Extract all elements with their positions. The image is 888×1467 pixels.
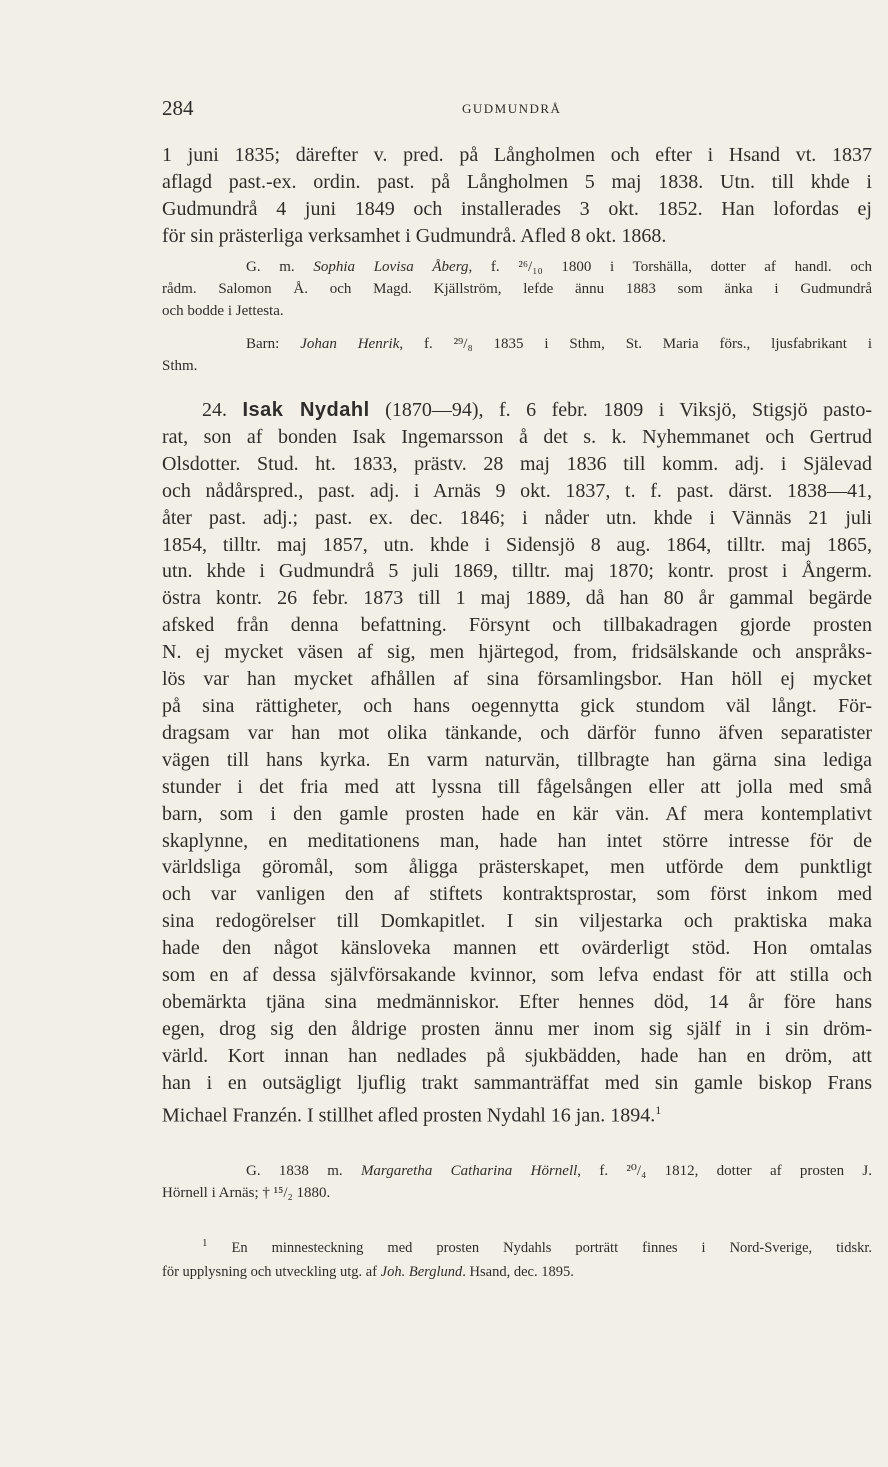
text-line <box>162 1231 872 1260</box>
text-line: rådm. Salomon Å. och Magd. Kjällström, lefde ännu 1883 som änka i Gudmundrå <box>162 281 872 297</box>
page-header <box>162 96 874 126</box>
text-line: skaplynne, en meditationens man, hade han intet större intresse för de <box>162 829 872 852</box>
text-line: rat, son af bonden Isak Ingemarsson å det s. k. Nyhemmanet och Gertrud <box>162 425 872 448</box>
text-segment: , f. ²⁹/₈ 1835 i Sthm, St. Maria förs., ljusfabrikant i <box>399 336 872 352</box>
text-line <box>162 1160 872 1182</box>
text-line: och var vanligen den af stiftets kontraktsprostar, som först inkom med <box>162 883 872 906</box>
text-line: östra kontr. 26 febr. 1873 till 1 maj 1889, då han 80 år gammal begärde <box>162 587 872 610</box>
text-segment: , f. ²⁶/₁₀ 1800 i Torshälla, dotter af handl. och <box>468 259 872 275</box>
text-line: för sin prästerliga verksamhet i Gudmundrå. Afled 8 okt. 1868. <box>162 224 667 247</box>
footnote <box>162 1231 872 1284</box>
spouse-name: Sophia Lovisa Åberg <box>313 259 469 275</box>
text-line: Sthm. <box>162 358 198 374</box>
text-line: 1 juni 1835; därefter v. pred. på Långholmen och efter i Hsand vt. 1837 <box>162 144 872 166</box>
text-line: som en af dessa självförsakande kvinnor, som lefva endast för att stilla och <box>162 964 872 987</box>
text-line: afsked från denna befattning. Försynt och tillbakadragen gjorde prosten <box>162 614 872 637</box>
text-segment: G. m. <box>246 259 314 275</box>
marriage-note-2 <box>162 1160 872 1204</box>
text-line <box>162 1260 872 1284</box>
text-line: han i en outsägligt ljuflig trakt sammanträffat med sin gamle biskop Frans <box>162 1071 872 1094</box>
child-name: Johan Henrik <box>300 336 400 352</box>
text-line: världsliga göromål, som åligga prästerskapet, men utförde dem punktligt <box>162 856 872 879</box>
text-segment: Barn: <box>246 336 301 352</box>
text-line <box>162 1097 872 1130</box>
text-line: stunder i det fria med att lyssna till fågelsången eller att jolla med små <box>162 775 872 798</box>
text-line: barn, som i den gamle prosten hade en kär vän. Af mera kontemplativt <box>162 802 872 825</box>
text-line: sina redogörelser till Domkapitlet. I sin viljestarka och praktiska maka <box>162 910 872 933</box>
text-line: på sina rättigheter, och hans oegennytta gick stundom väl långt. För- <box>162 694 872 717</box>
text-line: värld. Kort innan han nedlades på sjukbädden, hade han en dröm, att <box>162 1044 872 1067</box>
text-line: obemärkta tjäna sina medmänniskor. Efter hennes död, 14 år före hans <box>162 990 872 1013</box>
text-segment: Michael Franzén. I stillhet afled prosten Nydahl 16 jan. 1894. <box>162 1104 656 1127</box>
text-line: vägen till hans kyrka. En varm naturvän, tillbragte han gärna sina lediga <box>162 748 872 771</box>
footnote-mark: 1 <box>202 1237 208 1249</box>
text-line: Hörnell i Arnäs; † ¹⁵/₂ 1880. <box>162 1185 331 1201</box>
continuation-paragraph <box>162 142 872 250</box>
text-line: och nådårspred., past. adj. i Arnäs 9 okt. 1837, t. f. past. därst. 1838—41, <box>162 479 872 502</box>
text-line: egen, drog sig den åldrige prosten ännu mer inom sig själf in i sin dröm- <box>162 1017 872 1040</box>
text-line <box>162 333 872 355</box>
spouse-name: Margaretha Catharina Hörnell <box>360 1163 578 1179</box>
footnote-ref[interactable]: 1 <box>655 1102 662 1117</box>
text-segment: , f. ²⁰/₄ 1812, dotter af prosten J. <box>577 1163 872 1179</box>
text-line: 1854, tilltr. maj 1857, utn. khde i Sidensjö 8 aug. 1864, tilltr. maj 1865, <box>162 533 872 556</box>
marriage-note <box>162 256 872 322</box>
text-segment: . Hsand, dec. 1895. <box>462 1263 574 1280</box>
text-line: Gudmundrå 4 juni 1849 och installerades 3 okt. 1852. Han lofordas ej <box>162 197 872 220</box>
entry-first-line <box>162 397 872 424</box>
text-line: Olsdotter. Stud. ht. 1833, prästv. 28 maj 1836 till komm. adj. i Själevad <box>162 452 872 475</box>
text-line: dragsam var han mot olika tänkande, och därför funno äfven separatister <box>162 721 872 744</box>
text-line: åter past. adj.; past. ex. dec. 1846; i nåder utn. khde i Vännäs 21 juli <box>162 506 872 529</box>
author-name: Joh. Berglund <box>380 1263 463 1280</box>
text-segment: G. 1838 m. <box>246 1163 361 1179</box>
text-line <box>162 256 872 278</box>
text-line: lös var han mycket afhållen af sina församlingsbor. Han höll ej mycket <box>162 668 872 691</box>
text-segment: (1870—94), f. 6 febr. 1809 i Viksjö, Stigsjö pasto- <box>385 399 872 421</box>
text-line: hade den något känsloveka mannen ett ovärderligt stöd. Hon omtalas <box>162 937 872 960</box>
page-number: 284 <box>162 96 194 120</box>
text-segment: för upplysning och utveckling utg. af <box>162 1263 381 1280</box>
text-line: och bodde i Jettesta. <box>162 303 284 319</box>
text-segment: En minnesteckning med prosten Nydahls porträtt finnes i Nord-Sverige, tidskr. <box>207 1239 872 1256</box>
entry-24 <box>162 397 872 1129</box>
running-head: GUDMUNDRÅ <box>462 101 562 116</box>
text-line: N. ej mycket väsen af sig, men hjärtegod, from, fridsälskande och anspråks- <box>162 641 872 664</box>
text-line: utn. khde i Gudmundrå 5 juli 1869, tilltr. maj 1870; kontr. prost i Ångerm. <box>162 560 872 583</box>
children-note <box>162 333 872 377</box>
entry-number: 24. <box>202 399 227 421</box>
entry-name: Isak Nydahl <box>242 399 370 421</box>
text-line: aflagd past.-ex. ordin. past. på Långholmen 5 maj 1838. Utn. till khde i <box>162 170 872 193</box>
